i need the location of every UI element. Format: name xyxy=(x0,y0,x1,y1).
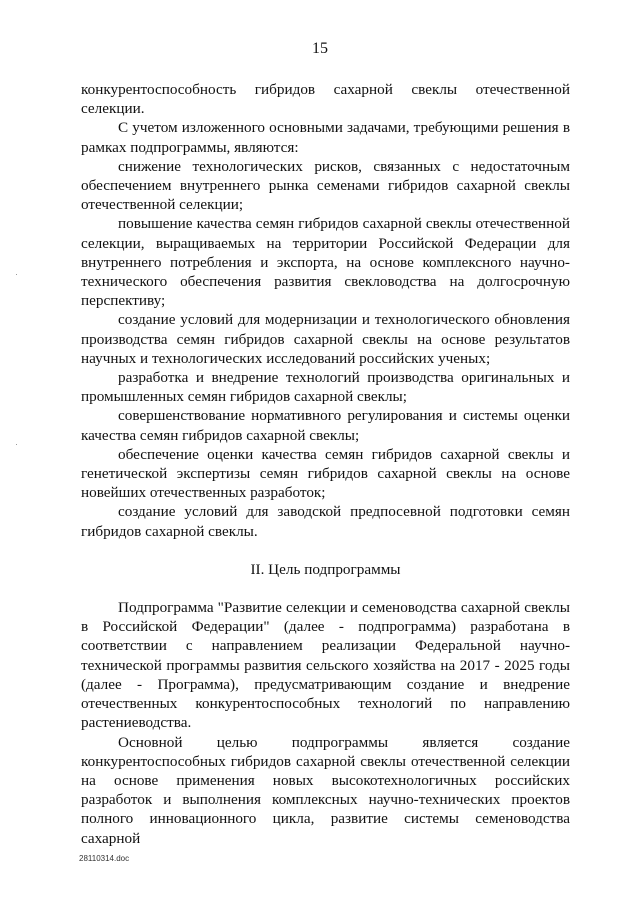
task-item: повышение качества семян гибридов сахарной свеклы отечественной селекции, выращиваемых на территории Российской Федерации для внутреннего потребления и экспорта, на основе комплексного научно-технического обеспечения развития свекловодства на долгосрочную перспективу; xyxy=(81,215,570,310)
document-body xyxy=(81,80,570,848)
task-item: совершенствование нормативного регулирования и системы оценки качества семян гибридов сахарной свеклы; xyxy=(81,407,570,444)
paragraph-tasks-intro: С учетом изложенного основными задачами, требующими решения в рамках подпрограммы, являются: xyxy=(81,119,570,156)
margin-scan-mark xyxy=(16,274,17,275)
margin-scan-mark xyxy=(16,444,17,445)
task-item: снижение технологических рисков, связанных с недостаточным обеспечением внутреннего рынка семенами гибридов сахарной свеклы отечественной селекции; xyxy=(81,157,570,214)
task-item: разработка и внедрение технологий производства оригинальных и промышленных семян гибридов сахарной свеклы; xyxy=(81,369,570,406)
task-item: создание условий для заводской предпосевной подготовки семян гибридов сахарной свеклы. xyxy=(81,503,570,540)
section-heading: II. Цель подпрограммы xyxy=(250,560,401,578)
paragraph-goal: Основной целью подпрограммы является создание конкурентоспособных гибридов сахарной свеклы отечественной селекции на основе применения новых высокотехнологичных российских разработок и выполнения комплексных научно-технических проектов полного инновационного цикла, развитие системы семеноводства сахарной xyxy=(81,733,570,847)
paragraph-subprogram: Подпрограмма "Развитие селекции и семеноводства сахарной свеклы в Российской Федерации" (далее - подпрограмма) разработана в соответствии с направлением реализации Федеральной научно-технической программы развития сельского хозяйства на 2017 - 2025 годы (далее - Программа), предусматривающим создание и внедрение отечественных конкурентоспособных технологий по направлению растениеводства. xyxy=(81,599,570,732)
task-item: обеспечение оценки качества семян гибридов сахарной свеклы и генетической экспертизы семян гибридов сахарной свеклы на основе новейших отечественных разработок; xyxy=(81,445,570,502)
footer-file-code: 28110314.doc xyxy=(79,854,130,863)
page-number: 15 xyxy=(312,40,328,57)
task-item: создание условий для модернизации и технологического обновления производства семян гибридов сахарной свеклы на основе результатов научных и технологических исследований российских ученых; xyxy=(81,311,570,367)
paragraph-continuation: конкурентоспособность гибридов сахарной свеклы отечественной селекции. xyxy=(81,81,570,118)
